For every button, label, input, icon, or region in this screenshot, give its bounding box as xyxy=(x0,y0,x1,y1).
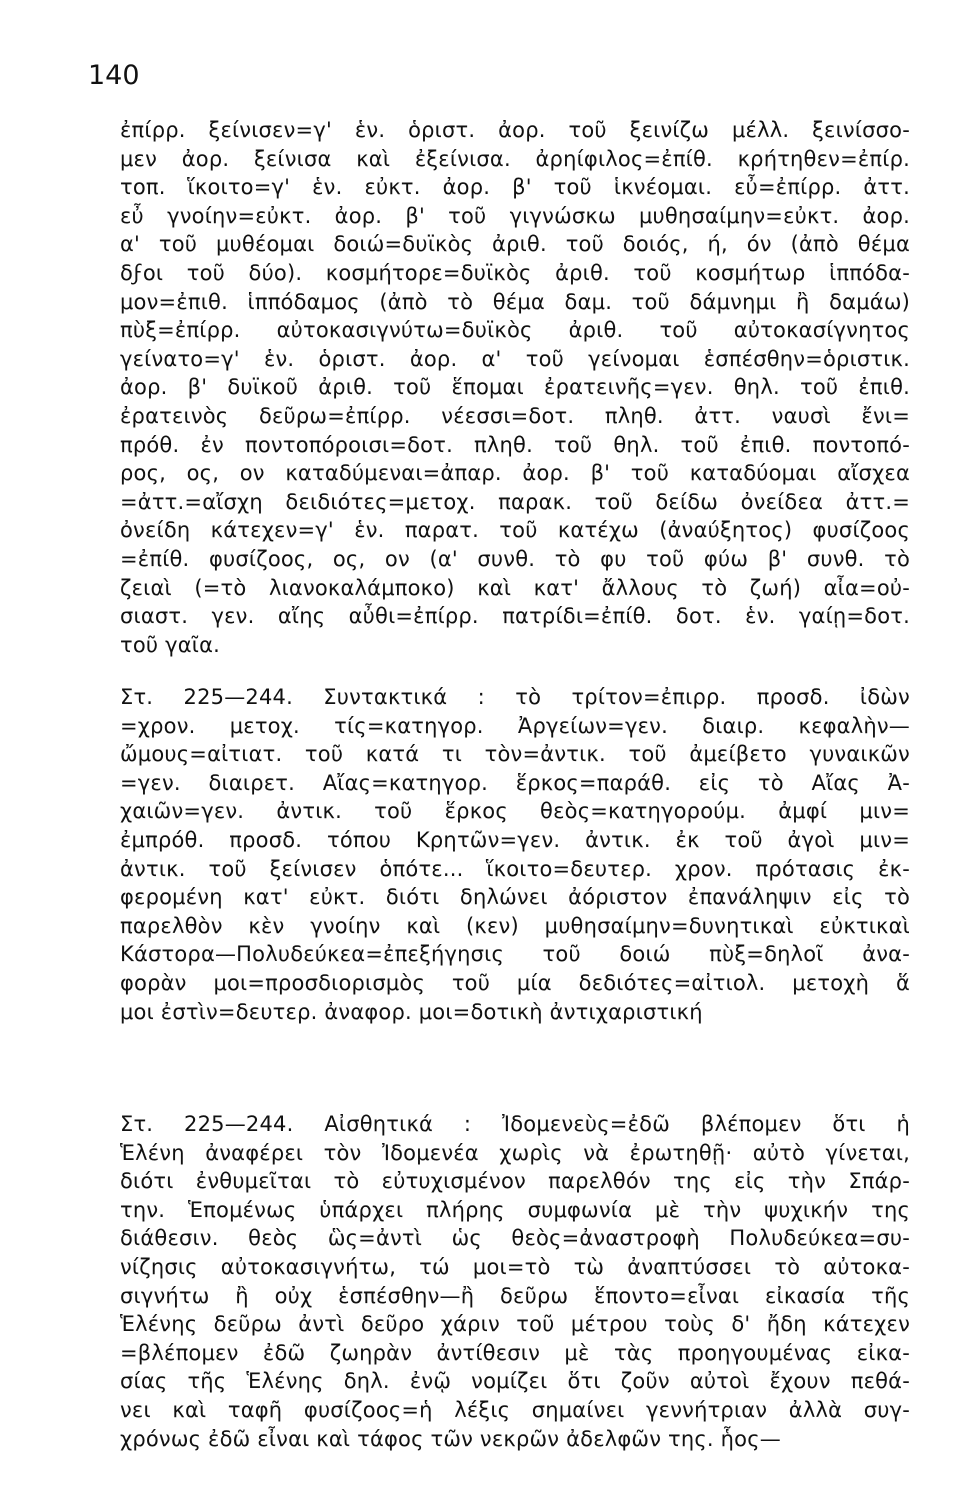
text-line: την. Ἑπομένως ὑπάρχει πλήρης συμφωνία μὲ τὴν ψυχικήν της xyxy=(120,1197,910,1222)
text-line: σιαστ. γεν. αἴης αὖθι=ἐπίρρ. πατρίδι=ἐπίθ. δοτ. ἑν. γαίῃ=δοτ. xyxy=(120,604,910,629)
vocabulary-notes xyxy=(120,116,910,659)
text-line: Στ. 225—244. Συντακτικά : τὸ τρίτον=ἐπιρρ. προσδ. ἰδὼν xyxy=(120,685,910,709)
text-line: ὀνείδη κάτεχεν=γ' ἑν. παρατ. τοῦ κατέχω (ἀναύξητος) φυσίζοος xyxy=(120,518,910,543)
text-line: πὺξ=ἐπίρρ. αὐτοκασιγνύτω=δυϊκὸς ἀριθ. τοῦ αὐτοκασίγνητος xyxy=(120,318,910,343)
text-line: διάθεσιν. θεὸς ὣς=ἀντὶ ὡς θεὸς=ἀναστροφὴ Πολυδεύκεα=συ- xyxy=(120,1226,910,1251)
text-line: χρόνως ἐδῶ εἶναι καὶ τάφος τῶν νεκρῶν ἀδελφῶν της. ἧος— xyxy=(120,1426,781,1451)
text-line: νει καὶ ταφῆ φυσίζοος=ἡ λέξις σημαίνει γεννήτριαν ἀλλὰ συγ- xyxy=(120,1397,910,1422)
text-line: Κάστορα—Πολυδεύκεα=ἐπεξήγησις τοῦ δοιώ πὺξ=δηλοῖ ἀνα- xyxy=(120,942,910,967)
text-line: χαιῶν=γεν. ἀντικ. τοῦ ἕρκος θεὸς=κατηγορούμ. ἀμφί μιν= xyxy=(120,799,910,824)
text-line: ἐμπρόθ. προσδ. τόπου Κρητῶν=γεν. ἀντικ. ἐκ τοῦ ἀγοὶ μιν= xyxy=(120,827,910,852)
text-line: δϝοι τοῦ δύο). κοσμήτορε=δυϊκὸς ἀριθ. τοῦ κοσμήτωρ ἱππόδα- xyxy=(120,260,910,285)
text-line: ρος, ος, ον καταδύμεναι=ἀπαρ. ἀορ. β' τοῦ καταδύομαι αἴσχεα xyxy=(120,461,910,486)
text-line: φερομένη κατ' εὐκτ. διότι δηλώνει ἀόριστον ἐπανάληψιν εἰς τὸ xyxy=(120,885,910,910)
text-line: ἀορ. β' δυϊκοῦ ἀριθ. τοῦ ἕπομαι ἐρατεινῆς=γεν. θηλ. τοῦ ἐπιθ. xyxy=(120,375,910,400)
text-line: ὤμους=αἰτιατ. τοῦ κατά τι τὸν=ἀντικ. τοῦ ἀμείβετο γυναικῶν xyxy=(120,742,910,767)
text-line: μοι ἐστὶν=δευτερ. ἀναφορ. μοι=δοτικὴ ἀντιχαριστική xyxy=(120,999,703,1024)
text-line: νίζησις αὐτοκασιγνήτω, τώ μοι=τὸ τὼ ἀναπτύσσει τὸ αὐτοκα- xyxy=(120,1254,910,1279)
text-line: ζειαὶ (=τὸ λιανοκαλάμποκο) καὶ κατ' ἄλλους τὸ ζωή) αἶα=οὐ- xyxy=(120,575,910,600)
text-line: =βλέπομεν ἐδῶ ζωηρὰν ἀντίθεσιν μὲ τὰς προηγουμένας εἰκα- xyxy=(120,1340,910,1365)
text-line: Ἑλένης δεῦρω ἀντὶ δεῦρο χάριν τοῦ μέτρου τοὺς δ' ἤδη κάτεχεν xyxy=(120,1312,910,1337)
aesthetic-section xyxy=(120,1110,910,1453)
text-line: γείνατο=γ' ἑν. ὁριστ. ἀορ. α' τοῦ γείνομαι ἑσπέσθην=ὁριστικ. xyxy=(120,346,910,371)
syntax-section xyxy=(120,683,910,1026)
text-line: ἀντικ. τοῦ ξείνισεν ὁπότε... ἵκοιτο=δευτερ. χρον. πρότασις ἐκ- xyxy=(120,856,910,881)
text-line: πρόθ. ἐν ποντοπόροισι=δοτ. πληθ. τοῦ θηλ. τοῦ ἐπιθ. ποντοπό- xyxy=(120,432,910,457)
text-line: α' τοῦ μυθέομαι δοιώ=δυϊκὸς ἀριθ. τοῦ δοιός, ή, όν (ἀπὸ θέμα xyxy=(120,232,910,257)
text-line: εὖ γνοίην=εὐκτ. ἀορ. β' τοῦ γιγνώσκω μυθησαίμην=εὐκτ. ἀορ. xyxy=(120,203,910,228)
text-line: =γεν. διαιρετ. Αἴας=κατηγορ. ἕρκος=παράθ. εἰς τὸ Αἴας Ἀ- xyxy=(120,770,910,795)
text-line: μεν ἀορ. ξείνισα καὶ ἐξείνισα. ἀρηίφιλος=ἐπίθ. κρήτηθεν=ἐπίρ. xyxy=(120,146,910,171)
text-line: Στ. 225—244. Αἰσθητικά : Ἰδομενεὺς=ἐδῶ βλέπομεν ὅτι ἡ xyxy=(120,1112,910,1136)
text-line: φορὰν μοι=προσδιορισμὸς τοῦ μία δεδιότες=αἰτιολ. μετοχὴ ἅ xyxy=(120,970,910,995)
text-line: =χρον. μετοχ. τίς=κατηγορ. Ἀργείων=γεν. διαιρ. κεφαλὴν— xyxy=(120,713,910,738)
text-line: Ἑλένη ἀναφέρει τὸν Ἰδομενέα χωρὶς νὰ ἐρωτηθῇ· αὐτὸ γίνεται, xyxy=(120,1140,910,1165)
text-line: σιγνήτω ἢ οὐχ ἑσπέσθην—ἢ δεῦρω ἕποντο=εἶναι εἰκασία τῆς xyxy=(120,1283,910,1308)
text-line: ἐπίρρ. ξείνισεν=γ' ἑν. ὁριστ. ἀορ. τοῦ ξεινίζω μέλλ. ξεινίσσο- xyxy=(120,118,910,142)
text-line: τοπ. ἵκοιτο=γ' ἑν. εὐκτ. ἀορ. β' τοῦ ἱκνέομαι. εὖ=ἐπίρρ. ἀττ. xyxy=(120,175,910,200)
text-line: ἐρατεινὸς δεῦρω=ἐπίρρ. νέεσσι=δοτ. πληθ. ἀττ. ναυσὶ ἔνι= xyxy=(120,403,910,428)
text-line: μον=ἐπιθ. ἱππόδαμος (ἀπὸ τὸ θέμα δαμ. τοῦ δάμνημι ἢ δαμάω) xyxy=(120,289,910,314)
text-line: παρελθὸν κὲν γνοίην καὶ (κεν) μυθησαίμην=δυνητικαὶ εὐκτικαὶ xyxy=(120,913,910,938)
text-line: σίας τῆς Ἑλένης δηλ. ἐνῷ νομίζει ὅτι ζοῦν αὐτοὶ ἔχουν πεθά- xyxy=(120,1369,910,1394)
text-line: =ἀττ.=αἴσχη δειδιότες=μετοχ. παρακ. τοῦ δείδω ὀνείδεα ἀττ.= xyxy=(120,489,910,514)
page-number: 140 xyxy=(88,60,140,91)
text-line: τοῦ γαῖα. xyxy=(120,632,221,657)
text-line: διότι ἐνθυμεῖται τὸ εὐτυχισμένον παρελθόν της εἰς τὴν Σπάρ- xyxy=(120,1169,910,1194)
text-line: =ἐπίθ. φυσίζοος, ος, ον (α' συνθ. τὸ φυ τοῦ φύω β' συνθ. τὸ xyxy=(120,546,910,571)
